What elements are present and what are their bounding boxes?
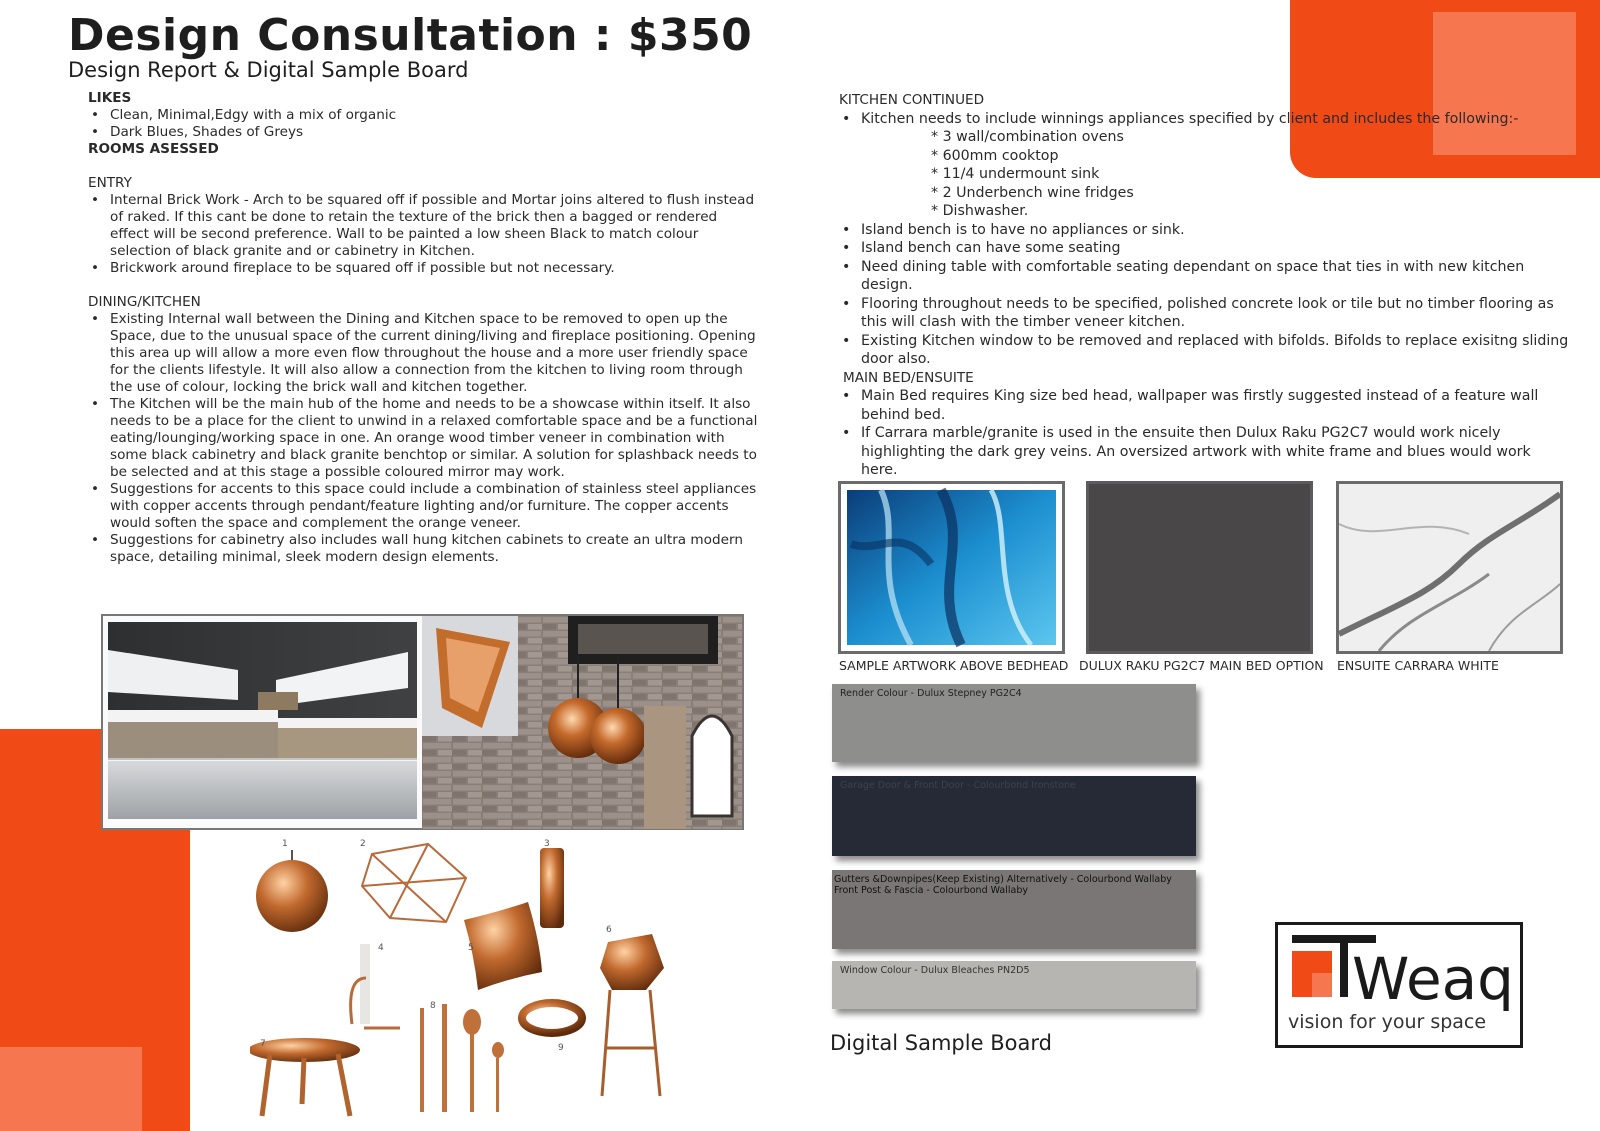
appliance-line: * 3 wall/combination ovens	[931, 129, 1124, 145]
report-left-column	[88, 90, 758, 566]
list-item: • Existing Kitchen window to be removed and replaced with bifolds. Bifolds to replace exisitng sliding door also.	[839, 332, 1569, 369]
list-item: • Island bench can have some seating	[839, 239, 1569, 258]
window-colour-swatch	[832, 961, 1196, 1009]
product-number: 5	[468, 943, 474, 953]
marble-caption: ENSUITE CARRARA WHITE	[1337, 658, 1499, 673]
copper-pendant-product	[256, 850, 328, 932]
list-item: • Flooring throughout needs to be specified, polished concrete look or tile but no timber flooring as this will clash with the timber veneer kitchen.	[839, 295, 1569, 332]
likes-list	[88, 107, 758, 141]
appliance-line: * 2 Underbench wine fridges	[931, 184, 1134, 201]
copper-bangle-product	[522, 1003, 582, 1033]
gutters-swatch	[832, 870, 1196, 949]
list-item: • Dark Blues, Shades of Greys	[88, 124, 758, 141]
product-number: 4	[378, 943, 384, 953]
logo-wordmark: Weaq	[1352, 945, 1514, 1013]
page-subtitle: Design Report & Digital Sample Board	[68, 58, 469, 82]
kitchen-photo	[108, 622, 417, 819]
orange-square-bottom	[0, 1047, 142, 1131]
entry-list	[88, 192, 758, 277]
product-number: 1	[282, 839, 288, 849]
copper-pendant-photo	[422, 616, 742, 829]
list-item: • Island bench is to have no appliances or sink.	[839, 221, 1569, 240]
product-number: 8	[430, 1001, 436, 1011]
product-number: 6	[606, 925, 612, 935]
sample-artwork	[838, 481, 1065, 654]
raku-caption: DULUX RAKU PG2C7 MAIN BED OPTION	[1079, 658, 1324, 673]
carrara-marble-sample	[1336, 481, 1563, 654]
swatch-label: Garage Door & Front Door - Colourbond Ironstone	[840, 780, 1076, 791]
list-item: • Suggestions for accents to this space could include a combination of stainless steel appliances with copper accents through pendant/feature lighting and/or furniture. The copper accents would soften the space and complement the orange veneer.	[88, 481, 758, 532]
swatch-label: Gutters &Downpipes(Keep Existing) Alternatively - Colourbond Wallaby	[834, 874, 1172, 885]
swatch-label: Window Colour - Dulux Bleaches PN2D5	[840, 965, 1030, 976]
entry-heading: ENTRY	[88, 175, 132, 191]
list-item: • Need dining table with comfortable seating dependant on space that ties in with new kitchen design.	[839, 258, 1569, 295]
garage-door-swatch	[832, 776, 1196, 856]
main-bed-list	[839, 387, 1569, 480]
copper-cushion-product	[464, 902, 542, 990]
product-number: 2	[360, 839, 366, 849]
list-item: • Brickwork around fireplace to be squared off if possible but not necessary.	[88, 260, 758, 277]
list-item: • If Carrara marble/granite is used in the ensuite then Dulux Raku PG2C7 would work nicely highlighting the dark grey veins. An oversized artwork with white frame and blues would work here.	[839, 424, 1569, 480]
artwork-caption: SAMPLE ARTWORK ABOVE BEDHEAD	[839, 658, 1069, 673]
swatch-label: Render Colour - Dulux Stepney PG2C4	[840, 688, 1022, 699]
kitchen-continued-heading: KITCHEN CONTINUED	[839, 92, 985, 108]
geometric-pendant-product	[362, 844, 466, 922]
main-bed-heading: MAIN BED/ENSUITE	[843, 369, 974, 386]
appliance-line: * Dishwasher.	[931, 203, 1029, 219]
digital-sample-board-label: Digital Sample Board	[830, 1031, 1052, 1055]
kitchen-list-more	[839, 221, 1569, 369]
swatch-label: Front Post & Fascia - Colourbond Wallaby	[834, 885, 1028, 896]
copper-products-board	[250, 838, 680, 1118]
likes-heading: LIKES	[88, 90, 132, 106]
list-item: • Clean, Minimal,Edgy with a mix of organic	[88, 107, 758, 124]
appliance-line: * 11/4 undermount sink	[931, 166, 1100, 182]
copper-vase-product	[540, 848, 564, 928]
product-number: 7	[260, 1039, 266, 1049]
rooms-heading: ROOMS ASESSED	[88, 141, 219, 157]
product-number: 9	[558, 1043, 564, 1053]
product-number: 3	[544, 839, 550, 849]
copper-side-table-product	[250, 1038, 360, 1116]
appliance-line: * 600mm cooktop	[931, 147, 1059, 164]
dining-list	[88, 311, 758, 566]
dining-heading: DINING/KITCHEN	[88, 294, 201, 310]
copper-cutlery-product	[420, 1004, 504, 1112]
report-right-column	[839, 91, 1569, 480]
kitchen-list	[839, 110, 1569, 129]
list-item: • Main Bed requires King size bed head, wallpaper was firstly suggested instead of a feature wall behind bed.	[839, 387, 1569, 424]
copper-stool-product	[600, 934, 664, 1096]
candle-holder-product	[351, 944, 400, 1028]
logo-tagline: vision for your space	[1288, 1011, 1487, 1033]
list-item: • Kitchen needs to include winnings appliances specified by client and includes the following:-	[839, 110, 1569, 129]
page-title: Design Consultation : $350	[68, 10, 753, 61]
list-item: • Suggestions for cabinetry also includes wall hung kitchen cabinets to create an ultra modern space, detailing minimal, sleek modern design elements.	[88, 532, 758, 566]
raku-paint-sample	[1086, 481, 1313, 654]
list-item: • Internal Brick Work - Arch to be squared off if possible and Mortar joins altered to flush instead of raked. If this cant be done to retain the texture of the brick then a bagged or rendered effect will be second preference. Wall to be painted a low sheen Black to match colour selection of black granite and or cabinetry in Kitchen.	[88, 192, 758, 260]
list-item: • Existing Internal wall between the Dining and Kitchen space to be removed to open up the Space, due to the unusual space of the current dining/living and fireplace positioning. Opening this area up will allow a more even flow throughout the house and a more user friendly space for the clients lifestyle. It will also allow a connection from the kitchen to living room through the use of colour, locking the brick wall and kitchen together.	[88, 311, 758, 396]
list-item: • The Kitchen will be the main hub of the home and needs to be a showcase within itself. It also needs to be a place for the client to unwind in a relaxed comfortable space and be a functional eating/lounging/working space in one. An orange wood timber veneer in combination with some black cabinetry and black granite benchtop or similar. A solution for splashback needs to be selected and at this stage a possible coloured mirror may work.	[88, 396, 758, 481]
render-colour-swatch	[832, 684, 1196, 762]
